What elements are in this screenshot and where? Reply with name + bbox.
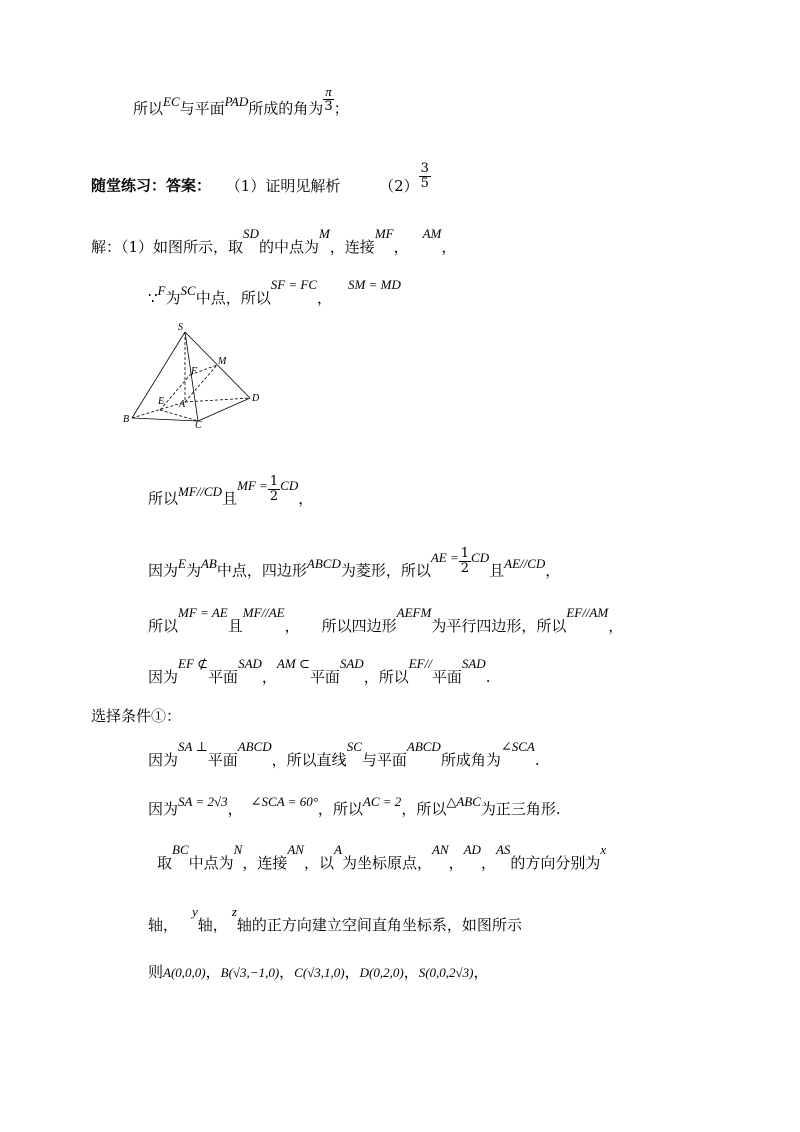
math: M — [318, 226, 330, 241]
math: z — [231, 904, 237, 919]
math: ∠SCA — [500, 739, 535, 754]
text: ， — [545, 561, 561, 580]
text: 为正三角形. — [480, 800, 561, 818]
math: MF = AE — [178, 605, 228, 620]
text: 因为 — [148, 561, 179, 580]
line-8 — [148, 656, 491, 688]
math: ABCD — [306, 555, 341, 571]
pyramid-figure — [120, 320, 270, 430]
math: E — [178, 555, 186, 571]
text: 所以 — [148, 617, 179, 635]
text: ， — [317, 289, 333, 307]
math: SD — [243, 226, 259, 241]
text: ， — [344, 963, 360, 981]
text: ，所以 — [363, 668, 409, 686]
text: ， — [261, 668, 277, 686]
math: SAD — [238, 656, 262, 671]
math: △ABC — [446, 794, 481, 809]
math: AEFM — [396, 605, 432, 620]
text: 因为 — [148, 800, 179, 818]
math: AN — [431, 842, 449, 857]
label-M: M — [218, 356, 227, 367]
text: 所成角为 — [440, 751, 501, 769]
text: 为 — [165, 289, 181, 307]
text: ， — [441, 238, 457, 256]
label-A: A — [179, 399, 186, 410]
text: 取 — [157, 854, 173, 872]
text: 平面 — [309, 668, 340, 686]
text: ， — [480, 854, 496, 872]
text: ，所以 — [317, 800, 363, 818]
math: x — [600, 842, 607, 857]
math: SF = FC — [270, 277, 318, 292]
line-9 — [91, 706, 181, 726]
text: 所以 — [133, 99, 164, 118]
text: 与平面 — [361, 751, 407, 769]
text: ； — [333, 99, 349, 118]
text: ， — [393, 238, 409, 256]
text: ， — [279, 963, 295, 981]
line-13 — [148, 904, 522, 936]
text: 中点，四边形 — [216, 561, 307, 580]
section-heading: 选择条件①： — [91, 707, 182, 725]
text: （1）证明见解析 — [225, 176, 341, 195]
line-14 — [148, 962, 489, 983]
math: AS — [495, 842, 511, 857]
math: AE = — [430, 549, 459, 565]
text: 轴的正方向建立空间直角坐标系，如图所示 — [236, 916, 522, 934]
line-11 — [148, 794, 561, 820]
text: 则 — [148, 963, 164, 981]
math: ABCD — [406, 739, 441, 754]
math: CD — [280, 477, 299, 493]
math: SC — [346, 739, 362, 754]
text: ，以 — [303, 854, 334, 872]
label-B: B — [123, 414, 130, 425]
text: 中点，所以 — [195, 289, 271, 307]
text: ， — [448, 854, 464, 872]
text: 所以 — [148, 489, 179, 508]
line-4 — [148, 277, 401, 309]
text: . — [485, 668, 491, 686]
math: MF//AE — [242, 605, 285, 620]
line-3 — [91, 226, 457, 258]
math: AM ⊂ — [276, 656, 310, 671]
math: N — [233, 842, 243, 857]
text: ， — [403, 963, 419, 981]
math: ∠SCA = 60° — [250, 794, 318, 809]
text: 的中点为 — [258, 238, 319, 256]
text: 的方向分别为 — [510, 854, 601, 872]
text: ，所以直线 — [271, 751, 347, 769]
math: EF//AM — [566, 605, 609, 620]
math: AB — [200, 555, 217, 571]
text: 所成的角为 — [248, 99, 324, 118]
label-S: S — [178, 322, 183, 333]
text: 为菱形，所以 — [340, 561, 431, 580]
text: ∵ — [148, 289, 158, 307]
math: SA ⊥ — [178, 739, 208, 754]
text: ， — [227, 800, 243, 818]
text: 为 — [185, 561, 201, 580]
text: 且 — [489, 561, 505, 580]
math: MF — [374, 226, 394, 241]
math: CD — [471, 549, 490, 565]
text: ， — [608, 617, 624, 635]
line-12 — [157, 842, 607, 874]
math: A — [333, 842, 342, 857]
text: 所以四边形 — [321, 617, 397, 635]
text: ， — [473, 963, 489, 981]
math: y — [192, 904, 198, 919]
line-2 — [91, 161, 431, 201]
math: MF = — [237, 477, 268, 493]
text: 轴， — [197, 916, 228, 934]
line-1 — [133, 84, 349, 124]
text: 中点为 — [188, 854, 234, 872]
math: SC — [180, 283, 196, 298]
math: AC = 2 — [362, 794, 402, 809]
fraction: $\frac{1}{2}$ — [460, 546, 470, 576]
text: ，连接 — [242, 854, 288, 872]
line-10 — [148, 739, 540, 771]
text: ， — [298, 489, 314, 508]
fraction: $\frac{\pi}{3}$ — [324, 84, 333, 114]
text: ，所以 — [401, 800, 447, 818]
math: SAD — [461, 656, 486, 671]
label-D: D — [252, 393, 260, 404]
math: ABCD — [237, 739, 272, 754]
math: MF//CD — [178, 483, 223, 499]
text: 平面 — [207, 751, 238, 769]
math: SM = MD — [348, 277, 401, 292]
math: EC — [163, 93, 180, 109]
math: B(√3,−1,0) — [220, 965, 280, 980]
text: ，连接 — [329, 238, 375, 256]
math: AE//CD — [504, 555, 546, 571]
text: . — [534, 751, 540, 769]
math: A(0,0,0) — [163, 965, 206, 980]
math: F — [157, 283, 166, 298]
text: 解：（1）如图所示，取 — [91, 238, 244, 256]
section-heading: 随堂练习：答案： — [91, 176, 212, 195]
math: C(√3,1,0) — [294, 965, 345, 980]
text: ， — [205, 963, 221, 981]
math: AN — [287, 842, 304, 857]
text: 与平面 — [179, 99, 225, 118]
line-7 — [148, 605, 624, 637]
text: 且 — [227, 617, 243, 635]
math: EF ⊄ — [178, 656, 209, 671]
line-6 — [148, 546, 561, 586]
text: 为平行四边形，所以 — [431, 617, 567, 635]
fraction: $\frac{1}{2}$ — [269, 474, 279, 504]
math: S(0,0,2√3) — [418, 965, 474, 980]
text: 平面 — [208, 668, 239, 686]
label-C: C — [195, 420, 202, 430]
math: SAD — [339, 656, 364, 671]
text: ， — [284, 617, 300, 635]
math: AD — [463, 842, 481, 857]
label-F: F — [191, 366, 198, 377]
text: 且 — [222, 489, 238, 508]
text: 因为 — [148, 668, 179, 686]
math: AM — [422, 226, 442, 241]
text: 为坐标原点， — [341, 854, 432, 872]
line-5 — [148, 474, 314, 514]
math: PAD — [224, 93, 249, 109]
math: SA = 2√3 — [178, 794, 228, 809]
label-E: E — [158, 396, 165, 407]
math: D(0,2,0) — [359, 965, 404, 980]
fraction: $\frac{3}{5}$ — [420, 161, 429, 191]
text: （2） — [379, 176, 419, 195]
math: EF// — [408, 656, 432, 671]
text: 轴， — [148, 916, 179, 934]
text: 因为 — [148, 751, 179, 769]
math: BC — [172, 842, 189, 857]
text: 平面 — [431, 668, 462, 686]
